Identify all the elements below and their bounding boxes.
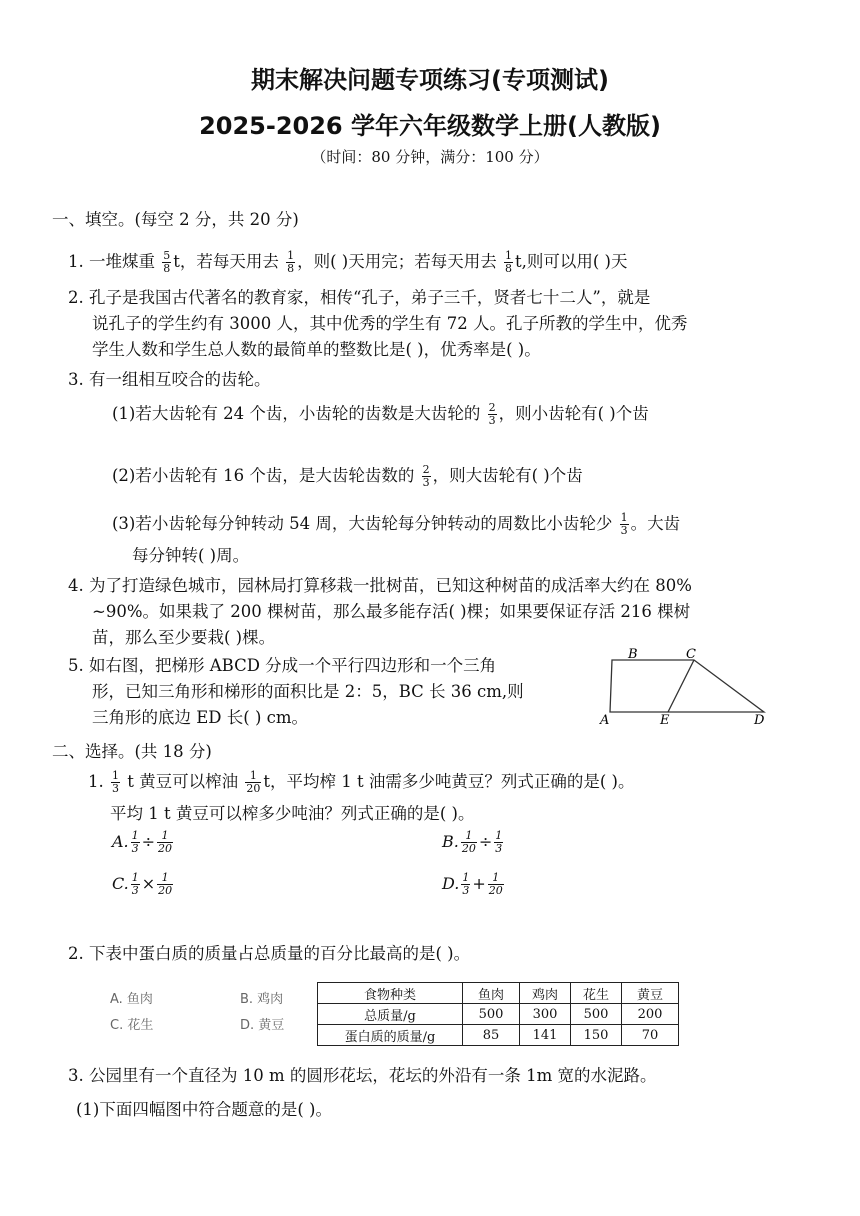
trapezoid-figure bbox=[596, 644, 776, 728]
page-subtitle: 2025-2026 学年六年级数学上册(人教版) bbox=[199, 112, 661, 140]
s2-q3-part1: (1)下面四幅图中符合题意的是( )。 bbox=[76, 1100, 332, 1119]
fraction: $\frac{1}{8}$ bbox=[287, 249, 295, 275]
table-cell: 141 bbox=[520, 1025, 571, 1046]
table-cell: 70 bbox=[622, 1025, 679, 1046]
q2-option-c[interactable]: C. 花生 bbox=[110, 1018, 154, 1033]
section1-heading: 一、填空。(每空 2 分，共 20 分) bbox=[52, 210, 299, 229]
table-cell: 85 bbox=[463, 1025, 520, 1046]
s1-q2-line2: 说孔子的学生约有 3000 人，其中优秀的学生有 72 人。孔子所教的学生中，优秀 bbox=[92, 314, 688, 333]
table-cell: 500 bbox=[571, 1004, 622, 1025]
fraction: $\frac{2}{3}$ bbox=[488, 401, 496, 427]
q2-option-a[interactable]: A. 鱼肉 bbox=[110, 992, 153, 1007]
option-a[interactable]: A. $\frac{1}{3}$ ÷ $\frac{1}{20}$ bbox=[112, 829, 173, 855]
s1-q3: 3. 有一组相互咬合的齿轮。 bbox=[68, 370, 271, 389]
table-row bbox=[318, 1025, 679, 1046]
segment-ce bbox=[668, 660, 694, 712]
fraction: $\frac{1}{8}$ bbox=[505, 249, 512, 275]
fraction: $\frac{5}{8}$ bbox=[163, 249, 171, 275]
table-header-cell: 鸡肉 bbox=[520, 983, 571, 1004]
table-cell: 300 bbox=[520, 1004, 571, 1025]
s1-q4-line2: ~90%。如果栽了 200 棵树苗，那么最多能存活( )棵；如果要保证存活 216 棵树 bbox=[92, 602, 691, 621]
option-c[interactable]: C. $\frac{1}{3}$ × $\frac{1}{20}$ bbox=[112, 871, 173, 897]
food-table bbox=[317, 982, 679, 1046]
section2-heading: 二、选择。(共 18 分) bbox=[52, 742, 212, 761]
table-header-cell: 食物种类 bbox=[318, 983, 463, 1004]
q2-option-b[interactable]: B. 鸡肉 bbox=[240, 992, 284, 1007]
s1-q5-line3: 三角形的底边 ED 长( ) cm。 bbox=[92, 708, 309, 727]
s1-q5-line1: 5. 如右图，把梯形 ABCD 分成一个平行四边形和一个三角 bbox=[68, 656, 497, 675]
label-c: C bbox=[686, 647, 696, 662]
table-header-cell: 鱼肉 bbox=[463, 983, 520, 1004]
table-header-cell: 黄豆 bbox=[622, 983, 679, 1004]
s1-q2-line3: 学生人数和学生总人数的最简单的整数比是( )，优秀率是( )。 bbox=[92, 340, 541, 359]
s2-q2: 2. 下表中蛋白质的质量占总质量的百分比最高的是( )。 bbox=[68, 944, 471, 963]
s2-q1-line2: 平均 1 t 黄豆可以榨多少吨油？列式正确的是( )。 bbox=[110, 804, 475, 823]
table-cell: 200 bbox=[622, 1004, 679, 1025]
s1-q3-part1: (1)若大齿轮有 24 个齿，小齿轮的齿数是大齿轮的 $\frac{2}{3}$ ，则小齿轮有( )个齿 bbox=[112, 401, 649, 427]
table-cell: 总质量/g bbox=[318, 1004, 463, 1025]
s1-q4-line1: 4. 为了打造绿色城市，园林局打算移栽一批树苗，已知这种树苗的成活率大约在 80% bbox=[68, 576, 692, 595]
s1-q4-line3: 苗，那么至少要栽( )棵。 bbox=[92, 628, 276, 647]
s1-q3-part2: (2)若小齿轮有 16 个齿，是大齿轮齿数的 $\frac{2}{3}$ ，则大齿轮有( )个齿 bbox=[112, 463, 583, 489]
s1-q1: 1. 一堆煤重 $\frac{5}{8}$ t，若每天用去 $\frac{1}{8}$ ，则( )天用完；若每天用去 $\frac{1}{8}$ t,则可以用( )天 bbox=[68, 249, 628, 275]
s1-q3-part3: (3)若小齿轮每分钟转动 54 周，大齿轮每分钟转动的周数比小齿轮少 $\frac{1}{3}$ 。大齿 bbox=[112, 511, 681, 537]
trapezoid-abcd bbox=[610, 660, 764, 712]
label-b: B bbox=[628, 647, 638, 662]
fraction: $\frac{1}{20}$ bbox=[246, 769, 261, 795]
s2-q3: 3. 公园里有一个直径为 10 m 的圆形花坛，花坛的外沿有一条 1m 宽的水泥路。 bbox=[68, 1066, 657, 1085]
table-cell: 150 bbox=[571, 1025, 622, 1046]
s1-q3-part3-line2: 每分钟转( )周。 bbox=[132, 546, 250, 565]
label-e: E bbox=[660, 713, 670, 728]
fraction: $\frac{1}{3}$ bbox=[620, 511, 628, 537]
s1-q5-line2: 形，已知三角形和梯形的面积比是 2：5，BC 长 36 cm,则 bbox=[92, 682, 524, 701]
label-d: D bbox=[754, 713, 765, 728]
option-b[interactable]: B. $\frac{1}{20}$ ÷ $\frac{1}{3}$ bbox=[442, 829, 503, 855]
exam-info: （时间：80 分钟，满分：100 分） bbox=[311, 148, 549, 166]
fraction: $\frac{2}{3}$ bbox=[422, 463, 430, 489]
label-a: A bbox=[600, 713, 610, 728]
s2-q1-line1: 1. $\frac{1}{3}$ t 黄豆可以榨油 $\frac{1}{20}$ t，平均榨 1 t 油需多少吨黄豆？列式正确的是( )。 bbox=[88, 769, 635, 795]
table-cell: 蛋白质的质量/g bbox=[318, 1025, 463, 1046]
s1-q2-line1: 2. 孔子是我国古代著名的教育家，相传“孔子，弟子三千，贤者七十二人”，就是 bbox=[68, 288, 651, 307]
option-d[interactable]: D. $\frac{1}{3}$ + $\frac{1}{20}$ bbox=[442, 871, 503, 897]
q2-option-d[interactable]: D. 黄豆 bbox=[240, 1018, 285, 1033]
fraction: $\frac{1}{3}$ bbox=[112, 769, 119, 795]
table-header-cell: 花生 bbox=[571, 983, 622, 1004]
table-cell: 500 bbox=[463, 1004, 520, 1025]
table-row bbox=[318, 1004, 679, 1025]
table-header-row bbox=[318, 983, 679, 1004]
page-title: 期末解决问题专项练习(专项测试) bbox=[251, 66, 609, 94]
